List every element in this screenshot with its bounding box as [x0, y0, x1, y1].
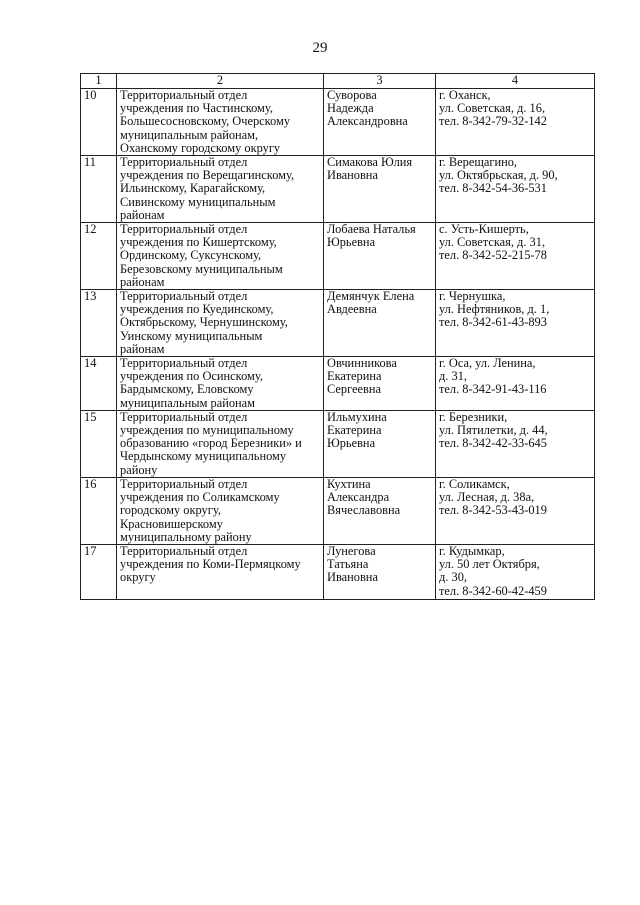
column-header-2: 2	[117, 74, 324, 89]
row-number: 17	[81, 544, 117, 599]
column-header-4: 4	[436, 74, 595, 89]
head-name: Лунегова Татьяна Ивановна	[324, 544, 436, 599]
row-number: 15	[81, 410, 117, 477]
office-name: Территориальный отдел учреждения по Осинскому, Бардымскому, Еловскому муниципальным районам	[117, 357, 324, 411]
table-row	[81, 544, 595, 599]
office-address: г. Верещагино, ул. Октябрьская, д. 90, тел. 8-342-54-36-531	[436, 156, 595, 223]
row-number: 16	[81, 477, 117, 544]
head-name: Лобаева Наталья Юрьевна	[324, 223, 436, 290]
table-row	[81, 89, 595, 156]
column-header-1: 1	[81, 74, 117, 89]
office-name: Территориальный отдел учреждения по Коми-Пермяцкому округу	[117, 544, 324, 599]
office-address: г. Оханск, ул. Советская, д. 16, тел. 8-342-79-32-142	[436, 89, 595, 156]
office-name: Территориальный отдел учреждения по Кишертскому, Ординскому, Суксунскому, Березовскому муниципальным районам	[117, 223, 324, 290]
row-number: 11	[81, 156, 117, 223]
head-name: Овчинникова Екатерина Сергеевна	[324, 357, 436, 411]
table-row	[81, 156, 595, 223]
office-address: г. Березники, ул. Пятилетки, д. 44, тел. 8-342-42-33-645	[436, 410, 595, 477]
head-name: Кухтина Александра Вячеславовна	[324, 477, 436, 544]
row-number: 10	[81, 89, 117, 156]
office-address: г. Соликамск, ул. Лесная, д. 38а, тел. 8-342-53-43-019	[436, 477, 595, 544]
office-name: Территориальный отдел учреждения по Частинскому, Большесосновскому, Очерскому муниципальным районам, Оханскому городскому округу	[117, 89, 324, 156]
office-address: г. Оса, ул. Ленина, д. 31, тел. 8-342-91-43-116	[436, 357, 595, 411]
territorial-offices-table	[80, 73, 595, 600]
table-row	[81, 357, 595, 411]
column-header-3: 3	[324, 74, 436, 89]
table-row	[81, 477, 595, 544]
row-number: 13	[81, 290, 117, 357]
office-name: Территориальный отдел учреждения по муниципальному образованию «город Березники» и Чердынскому муниципальному району	[117, 410, 324, 477]
table-header-row	[81, 74, 595, 89]
table-row	[81, 410, 595, 477]
page-number: 29	[312, 40, 328, 56]
office-name: Территориальный отдел учреждения по Куединскому, Октябрьскому, Чернушинскому, Уинскому муниципальным районам	[117, 290, 324, 357]
head-name: Суворова Надежда Александровна	[324, 89, 436, 156]
office-address: г. Кудымкар, ул. 50 лет Октября, д. 30, тел. 8-342-60-42-459	[436, 544, 595, 599]
head-name: Ильмухина Екатерина Юрьевна	[324, 410, 436, 477]
row-number: 14	[81, 357, 117, 411]
office-address: г. Чернушка, ул. Нефтяников, д. 1, тел. 8-342-61-43-893	[436, 290, 595, 357]
table-row	[81, 223, 595, 290]
head-name: Симакова Юлия Ивановна	[324, 156, 436, 223]
table-row	[81, 290, 595, 357]
row-number: 12	[81, 223, 117, 290]
office-name: Территориальный отдел учреждения по Верещагинскому, Ильинскому, Карагайскому, Сивинскому муниципальным районам	[117, 156, 324, 223]
office-address: с. Усть-Кишерть, ул. Советская, д. 31, тел. 8-342-52-215-78	[436, 223, 595, 290]
office-name: Территориальный отдел учреждения по Соликамскому городскому округу, Красновишерскому муниципальному району	[117, 477, 324, 544]
head-name: Демянчук Елена Авдеевна	[324, 290, 436, 357]
